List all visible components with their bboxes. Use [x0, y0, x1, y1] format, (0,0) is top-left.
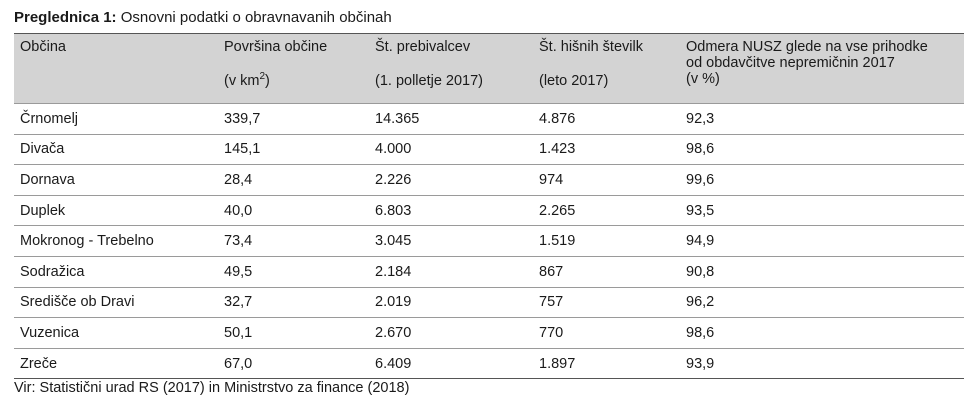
table-row	[14, 226, 964, 257]
cell-nusz-share: 92,3	[686, 110, 715, 127]
cell-house-numbers: 1.423	[539, 141, 576, 158]
cell-house-numbers: 1.897	[539, 355, 576, 372]
cell-house-numbers: 4.876	[539, 110, 576, 127]
cell-municipality: Divača	[20, 141, 65, 158]
cell-house-numbers: 2.265	[539, 202, 576, 219]
header-municipality-label: Občina	[20, 39, 66, 55]
header-population	[369, 34, 533, 104]
cell-municipality: Središče ob Dravi	[20, 294, 135, 311]
cell-population: 2.019	[375, 294, 412, 311]
cell-population: 6.409	[375, 355, 412, 372]
header-area-unit: (v $km^2$)	[224, 71, 270, 89]
header-population-period: (1. polletje 2017)	[375, 73, 484, 89]
cell-area: 32,7	[224, 294, 253, 311]
cell-population: 2.670	[375, 324, 412, 341]
cell-area: 145,1	[224, 141, 261, 158]
table-row	[14, 165, 964, 196]
table-row	[14, 195, 964, 226]
header-population-label: Št. prebivalcev	[375, 39, 471, 55]
header-nusz-share	[680, 34, 964, 104]
cell-nusz-share: 93,5	[686, 202, 715, 219]
cell-house-numbers: 770	[539, 324, 564, 341]
cell-house-numbers: 1.519	[539, 233, 576, 250]
table-caption	[14, 9, 392, 27]
cell-area: 73,4	[224, 233, 253, 250]
header-area-label: Površina občine	[224, 39, 328, 55]
header-nusz-line-2: od obdavčitve nepremičnin 2017	[686, 55, 895, 71]
table-row	[14, 256, 964, 287]
cell-area: 339,7	[224, 110, 261, 127]
cell-area: 67,0	[224, 355, 253, 372]
cell-nusz-share: 98,6	[686, 324, 715, 341]
table-row	[14, 287, 964, 318]
data-table	[14, 33, 964, 379]
cell-population: 3.045	[375, 233, 412, 250]
cell-area: 28,4	[224, 171, 253, 188]
cell-nusz-share: 94,9	[686, 233, 715, 250]
header-nusz-line-1: Odmera NUSZ glede na vse prihodke	[686, 39, 928, 55]
cell-house-numbers: 867	[539, 263, 564, 280]
cell-area: 50,1	[224, 324, 253, 341]
cell-area: 49,5	[224, 263, 253, 280]
table-row	[14, 134, 964, 165]
cell-nusz-share: 90,8	[686, 263, 715, 280]
table-row	[14, 104, 964, 135]
header-area	[218, 34, 369, 104]
cell-house-numbers: 757	[539, 294, 564, 311]
cell-municipality: Črnomelj	[20, 110, 79, 127]
cell-municipality: Dornava	[20, 171, 75, 188]
cell-municipality: Sodražica	[20, 263, 85, 280]
table-body	[14, 104, 964, 379]
table-row	[14, 348, 964, 379]
cell-area: 40,0	[224, 202, 253, 219]
cell-municipality: Duplek	[20, 202, 66, 219]
header-municipality	[14, 34, 218, 104]
header-house-numbers-label: Št. hišnih številk	[539, 39, 643, 55]
caption-label: Preglednica 1:	[14, 9, 117, 26]
cell-municipality: Vuzenica	[20, 324, 80, 341]
caption-title: Osnovni podatki o obravnavanih občinah	[120, 9, 392, 26]
cell-nusz-share: 99,6	[686, 171, 715, 188]
header-house-numbers	[533, 34, 680, 104]
header-nusz-line-3: (v %)	[686, 71, 720, 87]
cell-house-numbers: 974	[539, 171, 564, 188]
header-row	[14, 34, 964, 104]
cell-population: 2.184	[375, 263, 412, 280]
cell-population: 2.226	[375, 171, 412, 188]
header-house-numbers-period: (leto 2017)	[539, 73, 609, 89]
cell-nusz-share: 93,9	[686, 355, 715, 372]
cell-population: 4.000	[375, 141, 412, 158]
cell-nusz-share: 98,6	[686, 141, 715, 158]
cell-population: 14.365	[375, 110, 420, 127]
source-note: Vir: Statistični urad RS (2017) in Ministrstvo za finance (2018)	[14, 380, 410, 396]
table-row	[14, 318, 964, 349]
table-header	[14, 34, 964, 104]
cell-municipality: Zreče	[20, 355, 58, 372]
cell-population: 6.803	[375, 202, 412, 219]
cell-municipality: Mokronog - Trebelno	[20, 233, 154, 250]
cell-nusz-share: 96,2	[686, 294, 715, 311]
